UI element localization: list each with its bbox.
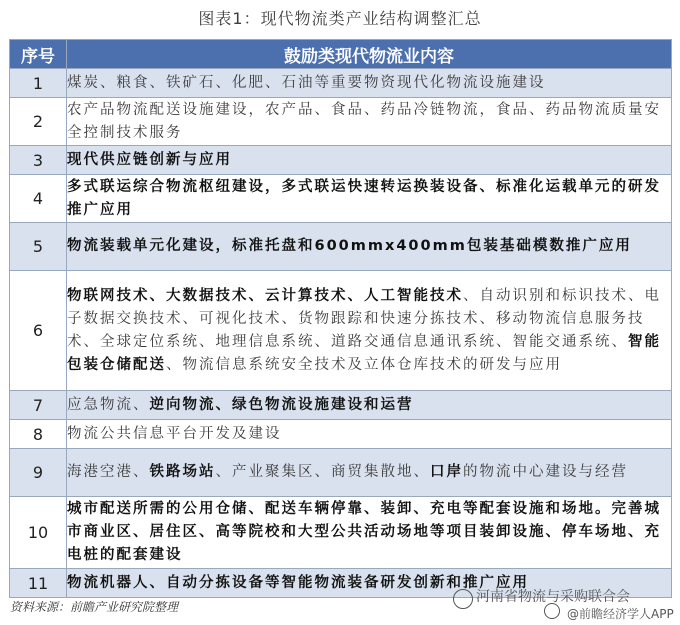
row-content (67, 271, 672, 391)
watermark-org: 河南省物流与采购联合会 (476, 589, 630, 605)
row-text: 煤炭、粮食、铁矿石、化肥、石油等重要物资现代化物流设施建设 (67, 74, 546, 91)
highlighted-text: 物流装载单元化建设，标准托盘和600mmx400mm包装基础模数推广应用 (67, 238, 632, 254)
highlighted-text: 口岸 (430, 464, 463, 480)
row-index: 3 (10, 146, 67, 175)
source-note: 资料来源：前瞻产业研究院整理 (10, 600, 179, 614)
table-row (10, 391, 672, 420)
row-text: 、自动识别和标识技术、电子数据交换技术、可视化技术、货物跟踪和快速分拣技术、移动物流信息服务技术、全球定位系统、地理信息系统、道路交通信息通讯系统、智能交通系统、 (67, 287, 661, 350)
row-content (67, 223, 672, 271)
row-index: 6 (10, 271, 67, 391)
row-index: 1 (10, 69, 67, 98)
highlighted-text: 物联网技术、大数据技术、云计算技术、人工智能技术 (67, 287, 463, 304)
table-row (10, 146, 672, 175)
row-text: 应急物流、 (67, 396, 150, 413)
table-row (10, 449, 672, 497)
row-content (67, 98, 672, 146)
highlighted-text: 智能包装仓储配送 (67, 333, 661, 373)
row-text: 农产品物流配送设施建设，农产品、食品、药品冷链物流，食品、药品物流质量安全控制技术服务 (67, 101, 661, 141)
row-content (67, 69, 672, 98)
highlighted-text: 现代供应链创新与应用 (67, 151, 232, 168)
row-index: 8 (10, 420, 67, 449)
row-content (67, 146, 672, 175)
row-index: 5 (10, 223, 67, 271)
table-row (10, 223, 672, 271)
row-content (67, 420, 672, 449)
highlighted-text: 多式联运综合物流枢纽建设，多式联运快速转运换装设备、标准化运载单元的研发推广应用 (67, 178, 661, 218)
table-row (10, 420, 672, 449)
highlighted-text: 铁路场站 (149, 464, 216, 480)
row-content (67, 391, 672, 420)
table-row (10, 98, 672, 146)
row-text: 的物流中心建设与经营 (463, 464, 628, 480)
figure-title: 图表1：现代物流类产业结构调整汇总 (198, 9, 482, 28)
table-row (10, 175, 672, 223)
row-content (67, 175, 672, 223)
policy-table (9, 39, 672, 598)
highlighted-text: 物流机器人、自动分拣设备等智能物流装备研发创新和推广应用 (67, 574, 529, 591)
app-logo-icon (544, 603, 560, 619)
row-content (67, 449, 672, 497)
table-row (10, 271, 672, 391)
highlighted-text: 逆向物流、绿色物流设施建设和运营 (149, 396, 414, 413)
table-row (10, 69, 672, 98)
row-index: 11 (10, 569, 67, 598)
table-body (10, 69, 672, 598)
table-row (10, 497, 672, 569)
wechat-logo-icon (453, 589, 473, 609)
row-text: 海港空港、 (67, 464, 150, 480)
row-index: 2 (10, 98, 67, 146)
row-content (67, 497, 672, 569)
header-content: 鼓励类现代物流业内容 (67, 40, 672, 69)
row-index: 4 (10, 175, 67, 223)
highlighted-text: 城市配送所需的公用仓储、配送车辆停靠、装卸、充电等配套设施和场地。完善城市商业区、居住区、高等院校和大型公共活动场地等项目装卸设施、停车场地、充电桩的配套建设 (67, 501, 661, 563)
watermark-app: @前瞻经济学人APP (567, 607, 674, 621)
row-index: 7 (10, 391, 67, 420)
row-index: 9 (10, 449, 67, 497)
row-text: 物流公共信息平台开发及建设 (67, 425, 282, 442)
row-text: 、产业聚集区、商贸集散地、 (215, 464, 430, 480)
row-text: 、物流信息系统安全技术及立体仓库技术的研发与应用 (166, 356, 562, 373)
table-header-row (10, 40, 672, 69)
row-index: 10 (10, 497, 67, 569)
header-index: 序号 (10, 40, 67, 69)
